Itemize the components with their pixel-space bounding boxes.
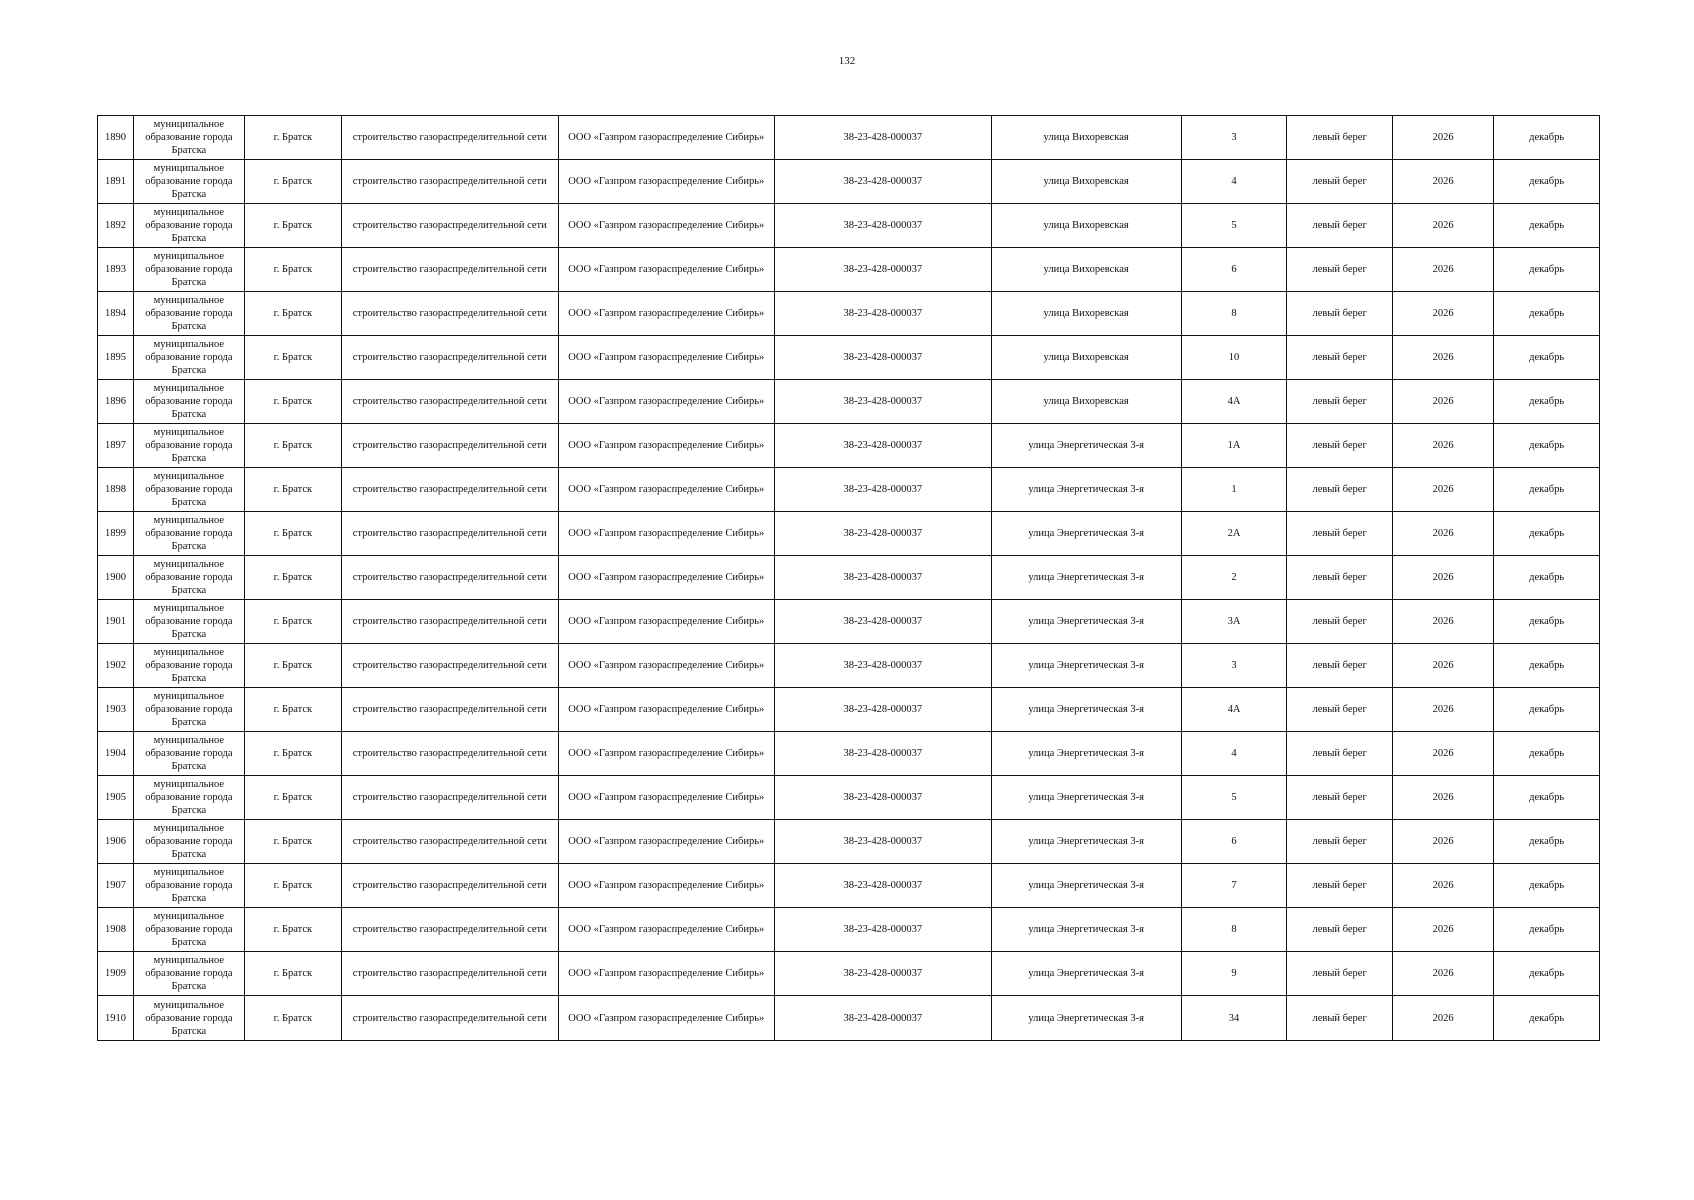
year-cell: 2026 — [1392, 468, 1493, 512]
row-number: 1896 — [98, 380, 134, 424]
organization-cell: ООО «Газпром газораспределение Сибирь» — [558, 600, 775, 644]
row-number: 1904 — [98, 732, 134, 776]
work-type-cell: строительство газораспределительной сети — [341, 776, 558, 820]
row-number: 1910 — [98, 996, 134, 1041]
table-row — [98, 644, 1600, 688]
municipality-cell: муниципальное образование города Братска — [133, 160, 244, 204]
river-bank-cell: левый берег — [1287, 996, 1393, 1041]
month-cell: декабрь — [1494, 600, 1600, 644]
network-code-cell: 38-23-428-000037 — [775, 644, 992, 688]
table-row — [98, 116, 1600, 160]
city-cell: г. Братск — [244, 864, 341, 908]
street-cell: улица Вихоревская — [991, 116, 1181, 160]
network-code-cell: 38-23-428-000037 — [775, 336, 992, 380]
organization-cell: ООО «Газпром газораспределение Сибирь» — [558, 248, 775, 292]
network-code-cell: 38-23-428-000037 — [775, 512, 992, 556]
house-number-cell: 3 — [1181, 116, 1287, 160]
network-code-cell: 38-23-428-000037 — [775, 776, 992, 820]
month-cell: декабрь — [1494, 336, 1600, 380]
house-number-cell: 4А — [1181, 688, 1287, 732]
city-cell: г. Братск — [244, 908, 341, 952]
work-type-cell: строительство газораспределительной сети — [341, 116, 558, 160]
street-cell: улица Энергетическая 3-я — [991, 732, 1181, 776]
network-code-cell: 38-23-428-000037 — [775, 292, 992, 336]
street-cell: улица Энергетическая 3-я — [991, 820, 1181, 864]
work-type-cell: строительство газораспределительной сети — [341, 512, 558, 556]
municipality-cell: муниципальное образование города Братска — [133, 204, 244, 248]
table-row — [98, 380, 1600, 424]
table-row — [98, 248, 1600, 292]
organization-cell: ООО «Газпром газораспределение Сибирь» — [558, 160, 775, 204]
organization-cell: ООО «Газпром газораспределение Сибирь» — [558, 864, 775, 908]
street-cell: улица Энергетическая 3-я — [991, 952, 1181, 996]
year-cell: 2026 — [1392, 424, 1493, 468]
municipality-cell: муниципальное образование города Братска — [133, 820, 244, 864]
city-cell: г. Братск — [244, 424, 341, 468]
year-cell: 2026 — [1392, 644, 1493, 688]
month-cell: декабрь — [1494, 204, 1600, 248]
year-cell: 2026 — [1392, 864, 1493, 908]
house-number-cell: 2 — [1181, 556, 1287, 600]
river-bank-cell: левый берег — [1287, 468, 1393, 512]
work-type-cell: строительство газораспределительной сети — [341, 380, 558, 424]
network-code-cell: 38-23-428-000037 — [775, 820, 992, 864]
street-cell: улица Вихоревская — [991, 204, 1181, 248]
work-type-cell: строительство газораспределительной сети — [341, 248, 558, 292]
house-number-cell: 4 — [1181, 732, 1287, 776]
work-type-cell: строительство газораспределительной сети — [341, 688, 558, 732]
month-cell: декабрь — [1494, 952, 1600, 996]
river-bank-cell: левый берег — [1287, 292, 1393, 336]
street-cell: улица Энергетическая 3-я — [991, 512, 1181, 556]
organization-cell: ООО «Газпром газораспределение Сибирь» — [558, 996, 775, 1041]
year-cell: 2026 — [1392, 996, 1493, 1041]
city-cell: г. Братск — [244, 116, 341, 160]
month-cell: декабрь — [1494, 468, 1600, 512]
house-number-cell: 3 — [1181, 644, 1287, 688]
table-row — [98, 820, 1600, 864]
organization-cell: ООО «Газпром газораспределение Сибирь» — [558, 776, 775, 820]
work-type-cell: строительство газораспределительной сети — [341, 204, 558, 248]
house-number-cell: 1 — [1181, 468, 1287, 512]
row-number: 1895 — [98, 336, 134, 380]
row-number: 1905 — [98, 776, 134, 820]
work-type-cell: строительство газораспределительной сети — [341, 556, 558, 600]
street-cell: улица Вихоревская — [991, 160, 1181, 204]
house-number-cell: 4А — [1181, 380, 1287, 424]
year-cell: 2026 — [1392, 556, 1493, 600]
city-cell: г. Братск — [244, 204, 341, 248]
house-number-cell: 7 — [1181, 864, 1287, 908]
table-row — [98, 512, 1600, 556]
river-bank-cell: левый берег — [1287, 424, 1393, 468]
river-bank-cell: левый берег — [1287, 512, 1393, 556]
city-cell: г. Братск — [244, 512, 341, 556]
city-cell: г. Братск — [244, 776, 341, 820]
city-cell: г. Братск — [244, 952, 341, 996]
organization-cell: ООО «Газпром газораспределение Сибирь» — [558, 732, 775, 776]
page-number: 132 — [838, 55, 856, 67]
city-cell: г. Братск — [244, 688, 341, 732]
row-number: 1903 — [98, 688, 134, 732]
row-number: 1901 — [98, 600, 134, 644]
organization-cell: ООО «Газпром газораспределение Сибирь» — [558, 952, 775, 996]
municipality-cell: муниципальное образование города Братска — [133, 952, 244, 996]
municipality-cell: муниципальное образование города Братска — [133, 600, 244, 644]
table-row — [98, 336, 1600, 380]
river-bank-cell: левый берег — [1287, 160, 1393, 204]
year-cell: 2026 — [1392, 336, 1493, 380]
municipality-cell: муниципальное образование города Братска — [133, 468, 244, 512]
month-cell: декабрь — [1494, 908, 1600, 952]
city-cell: г. Братск — [244, 248, 341, 292]
month-cell: декабрь — [1494, 732, 1600, 776]
river-bank-cell: левый берег — [1287, 600, 1393, 644]
municipality-cell: муниципальное образование города Братска — [133, 512, 244, 556]
street-cell: улица Энергетическая 3-я — [991, 424, 1181, 468]
month-cell: декабрь — [1494, 116, 1600, 160]
river-bank-cell: левый берег — [1287, 380, 1393, 424]
month-cell: декабрь — [1494, 688, 1600, 732]
city-cell: г. Братск — [244, 556, 341, 600]
network-code-cell: 38-23-428-000037 — [775, 688, 992, 732]
network-code-cell: 38-23-428-000037 — [775, 952, 992, 996]
year-cell: 2026 — [1392, 776, 1493, 820]
year-cell: 2026 — [1392, 688, 1493, 732]
network-code-cell: 38-23-428-000037 — [775, 160, 992, 204]
year-cell: 2026 — [1392, 908, 1493, 952]
network-code-cell: 38-23-428-000037 — [775, 556, 992, 600]
municipality-cell: муниципальное образование города Братска — [133, 688, 244, 732]
city-cell: г. Братск — [244, 292, 341, 336]
network-code-cell: 38-23-428-000037 — [775, 204, 992, 248]
organization-cell: ООО «Газпром газораспределение Сибирь» — [558, 468, 775, 512]
network-code-cell: 38-23-428-000037 — [775, 248, 992, 292]
row-number: 1891 — [98, 160, 134, 204]
municipality-cell: муниципальное образование города Братска — [133, 248, 244, 292]
river-bank-cell: левый берег — [1287, 644, 1393, 688]
organization-cell: ООО «Газпром газораспределение Сибирь» — [558, 688, 775, 732]
network-code-cell: 38-23-428-000037 — [775, 908, 992, 952]
work-type-cell: строительство газораспределительной сети — [341, 160, 558, 204]
year-cell: 2026 — [1392, 380, 1493, 424]
network-code-cell: 38-23-428-000037 — [775, 732, 992, 776]
organization-cell: ООО «Газпром газораспределение Сибирь» — [558, 380, 775, 424]
row-number: 1909 — [98, 952, 134, 996]
river-bank-cell: левый берег — [1287, 820, 1393, 864]
month-cell: декабрь — [1494, 996, 1600, 1041]
river-bank-cell: левый берег — [1287, 556, 1393, 600]
year-cell: 2026 — [1392, 160, 1493, 204]
network-code-cell: 38-23-428-000037 — [775, 996, 992, 1041]
table-row — [98, 732, 1600, 776]
city-cell: г. Братск — [244, 996, 341, 1041]
city-cell: г. Братск — [244, 644, 341, 688]
network-code-cell: 38-23-428-000037 — [775, 468, 992, 512]
river-bank-cell: левый берег — [1287, 732, 1393, 776]
row-number: 1900 — [98, 556, 134, 600]
network-code-cell: 38-23-428-000037 — [775, 380, 992, 424]
street-cell: улица Энергетическая 3-я — [991, 864, 1181, 908]
table-row — [98, 292, 1600, 336]
table-row — [98, 688, 1600, 732]
row-number: 1892 — [98, 204, 134, 248]
table-row — [98, 424, 1600, 468]
river-bank-cell: левый берег — [1287, 248, 1393, 292]
row-number: 1907 — [98, 864, 134, 908]
row-number: 1897 — [98, 424, 134, 468]
organization-cell: ООО «Газпром газораспределение Сибирь» — [558, 292, 775, 336]
house-number-cell: 2А — [1181, 512, 1287, 556]
month-cell: декабрь — [1494, 644, 1600, 688]
table-row — [98, 160, 1600, 204]
year-cell: 2026 — [1392, 292, 1493, 336]
year-cell: 2026 — [1392, 820, 1493, 864]
river-bank-cell: левый берег — [1287, 688, 1393, 732]
organization-cell: ООО «Газпром газораспределение Сибирь» — [558, 512, 775, 556]
city-cell: г. Братск — [244, 600, 341, 644]
year-cell: 2026 — [1392, 952, 1493, 996]
work-type-cell: строительство газораспределительной сети — [341, 336, 558, 380]
house-number-cell: 6 — [1181, 820, 1287, 864]
municipality-cell: муниципальное образование города Братска — [133, 996, 244, 1041]
city-cell: г. Братск — [244, 160, 341, 204]
street-cell: улица Энергетическая 3-я — [991, 996, 1181, 1041]
river-bank-cell: левый берег — [1287, 204, 1393, 248]
network-code-cell: 38-23-428-000037 — [775, 864, 992, 908]
work-type-cell: строительство газораспределительной сети — [341, 468, 558, 512]
house-number-cell: 8 — [1181, 292, 1287, 336]
gasification-schedule-table — [97, 115, 1600, 1041]
house-number-cell: 8 — [1181, 908, 1287, 952]
year-cell: 2026 — [1392, 204, 1493, 248]
row-number: 1906 — [98, 820, 134, 864]
row-number: 1890 — [98, 116, 134, 160]
work-type-cell: строительство газораспределительной сети — [341, 600, 558, 644]
river-bank-cell: левый берег — [1287, 116, 1393, 160]
year-cell: 2026 — [1392, 600, 1493, 644]
network-code-cell: 38-23-428-000037 — [775, 424, 992, 468]
year-cell: 2026 — [1392, 248, 1493, 292]
street-cell: улица Вихоревская — [991, 248, 1181, 292]
river-bank-cell: левый берег — [1287, 908, 1393, 952]
row-number: 1894 — [98, 292, 134, 336]
house-number-cell: 10 — [1181, 336, 1287, 380]
street-cell: улица Энергетическая 3-я — [991, 644, 1181, 688]
month-cell: декабрь — [1494, 864, 1600, 908]
municipality-cell: муниципальное образование города Братска — [133, 864, 244, 908]
month-cell: декабрь — [1494, 424, 1600, 468]
street-cell: улица Энергетическая 3-я — [991, 908, 1181, 952]
work-type-cell: строительство газораспределительной сети — [341, 996, 558, 1041]
table-row — [98, 776, 1600, 820]
table-row — [98, 468, 1600, 512]
month-cell: декабрь — [1494, 292, 1600, 336]
house-number-cell: 34 — [1181, 996, 1287, 1041]
month-cell: декабрь — [1494, 512, 1600, 556]
house-number-cell: 9 — [1181, 952, 1287, 996]
city-cell: г. Братск — [244, 336, 341, 380]
row-number: 1908 — [98, 908, 134, 952]
river-bank-cell: левый берег — [1287, 952, 1393, 996]
organization-cell: ООО «Газпром газораспределение Сибирь» — [558, 204, 775, 248]
river-bank-cell: левый берег — [1287, 336, 1393, 380]
work-type-cell: строительство газораспределительной сети — [341, 292, 558, 336]
street-cell: улица Энергетическая 3-я — [991, 688, 1181, 732]
organization-cell: ООО «Газпром газораспределение Сибирь» — [558, 820, 775, 864]
municipality-cell: муниципальное образование города Братска — [133, 556, 244, 600]
table-row — [98, 204, 1600, 248]
table-row — [98, 556, 1600, 600]
organization-cell: ООО «Газпром газораспределение Сибирь» — [558, 556, 775, 600]
municipality-cell: муниципальное образование города Братска — [133, 424, 244, 468]
street-cell: улица Энергетическая 3-я — [991, 468, 1181, 512]
organization-cell: ООО «Газпром газораспределение Сибирь» — [558, 908, 775, 952]
city-cell: г. Братск — [244, 468, 341, 512]
organization-cell: ООО «Газпром газораспределение Сибирь» — [558, 116, 775, 160]
house-number-cell: 1А — [1181, 424, 1287, 468]
table-row — [98, 908, 1600, 952]
month-cell: декабрь — [1494, 556, 1600, 600]
municipality-cell: муниципальное образование города Братска — [133, 116, 244, 160]
house-number-cell: 3А — [1181, 600, 1287, 644]
month-cell: декабрь — [1494, 820, 1600, 864]
city-cell: г. Братск — [244, 820, 341, 864]
municipality-cell: муниципальное образование города Братска — [133, 908, 244, 952]
street-cell: улица Вихоревская — [991, 292, 1181, 336]
year-cell: 2026 — [1392, 732, 1493, 776]
organization-cell: ООО «Газпром газораспределение Сибирь» — [558, 336, 775, 380]
street-cell: улица Энергетическая 3-я — [991, 776, 1181, 820]
house-number-cell: 6 — [1181, 248, 1287, 292]
city-cell: г. Братск — [244, 732, 341, 776]
month-cell: декабрь — [1494, 776, 1600, 820]
work-type-cell: строительство газораспределительной сети — [341, 908, 558, 952]
street-cell: улица Вихоревская — [991, 380, 1181, 424]
table-row — [98, 996, 1600, 1041]
river-bank-cell: левый берег — [1287, 776, 1393, 820]
municipality-cell: муниципальное образование города Братска — [133, 776, 244, 820]
work-type-cell: строительство газораспределительной сети — [341, 864, 558, 908]
month-cell: декабрь — [1494, 160, 1600, 204]
street-cell: улица Энергетическая 3-я — [991, 556, 1181, 600]
municipality-cell: муниципальное образование города Братска — [133, 336, 244, 380]
work-type-cell: строительство газораспределительной сети — [341, 644, 558, 688]
row-number: 1902 — [98, 644, 134, 688]
house-number-cell: 5 — [1181, 204, 1287, 248]
network-code-cell: 38-23-428-000037 — [775, 600, 992, 644]
municipality-cell: муниципальное образование города Братска — [133, 380, 244, 424]
month-cell: декабрь — [1494, 380, 1600, 424]
year-cell: 2026 — [1392, 116, 1493, 160]
work-type-cell: строительство газораспределительной сети — [341, 424, 558, 468]
table-row — [98, 952, 1600, 996]
city-cell: г. Братск — [244, 380, 341, 424]
year-cell: 2026 — [1392, 512, 1493, 556]
house-number-cell: 5 — [1181, 776, 1287, 820]
row-number: 1898 — [98, 468, 134, 512]
row-number: 1899 — [98, 512, 134, 556]
house-number-cell: 4 — [1181, 160, 1287, 204]
organization-cell: ООО «Газпром газораспределение Сибирь» — [558, 424, 775, 468]
month-cell: декабрь — [1494, 248, 1600, 292]
river-bank-cell: левый берег — [1287, 864, 1393, 908]
row-number: 1893 — [98, 248, 134, 292]
work-type-cell: строительство газораспределительной сети — [341, 952, 558, 996]
network-code-cell: 38-23-428-000037 — [775, 116, 992, 160]
street-cell: улица Энергетическая 3-я — [991, 600, 1181, 644]
work-type-cell: строительство газораспределительной сети — [341, 820, 558, 864]
municipality-cell: муниципальное образование города Братска — [133, 732, 244, 776]
table-body — [98, 116, 1600, 1041]
organization-cell: ООО «Газпром газораспределение Сибирь» — [558, 644, 775, 688]
street-cell: улица Вихоревская — [991, 336, 1181, 380]
municipality-cell: муниципальное образование города Братска — [133, 644, 244, 688]
table-row — [98, 864, 1600, 908]
work-type-cell: строительство газораспределительной сети — [341, 732, 558, 776]
table-row — [98, 600, 1600, 644]
municipality-cell: муниципальное образование города Братска — [133, 292, 244, 336]
